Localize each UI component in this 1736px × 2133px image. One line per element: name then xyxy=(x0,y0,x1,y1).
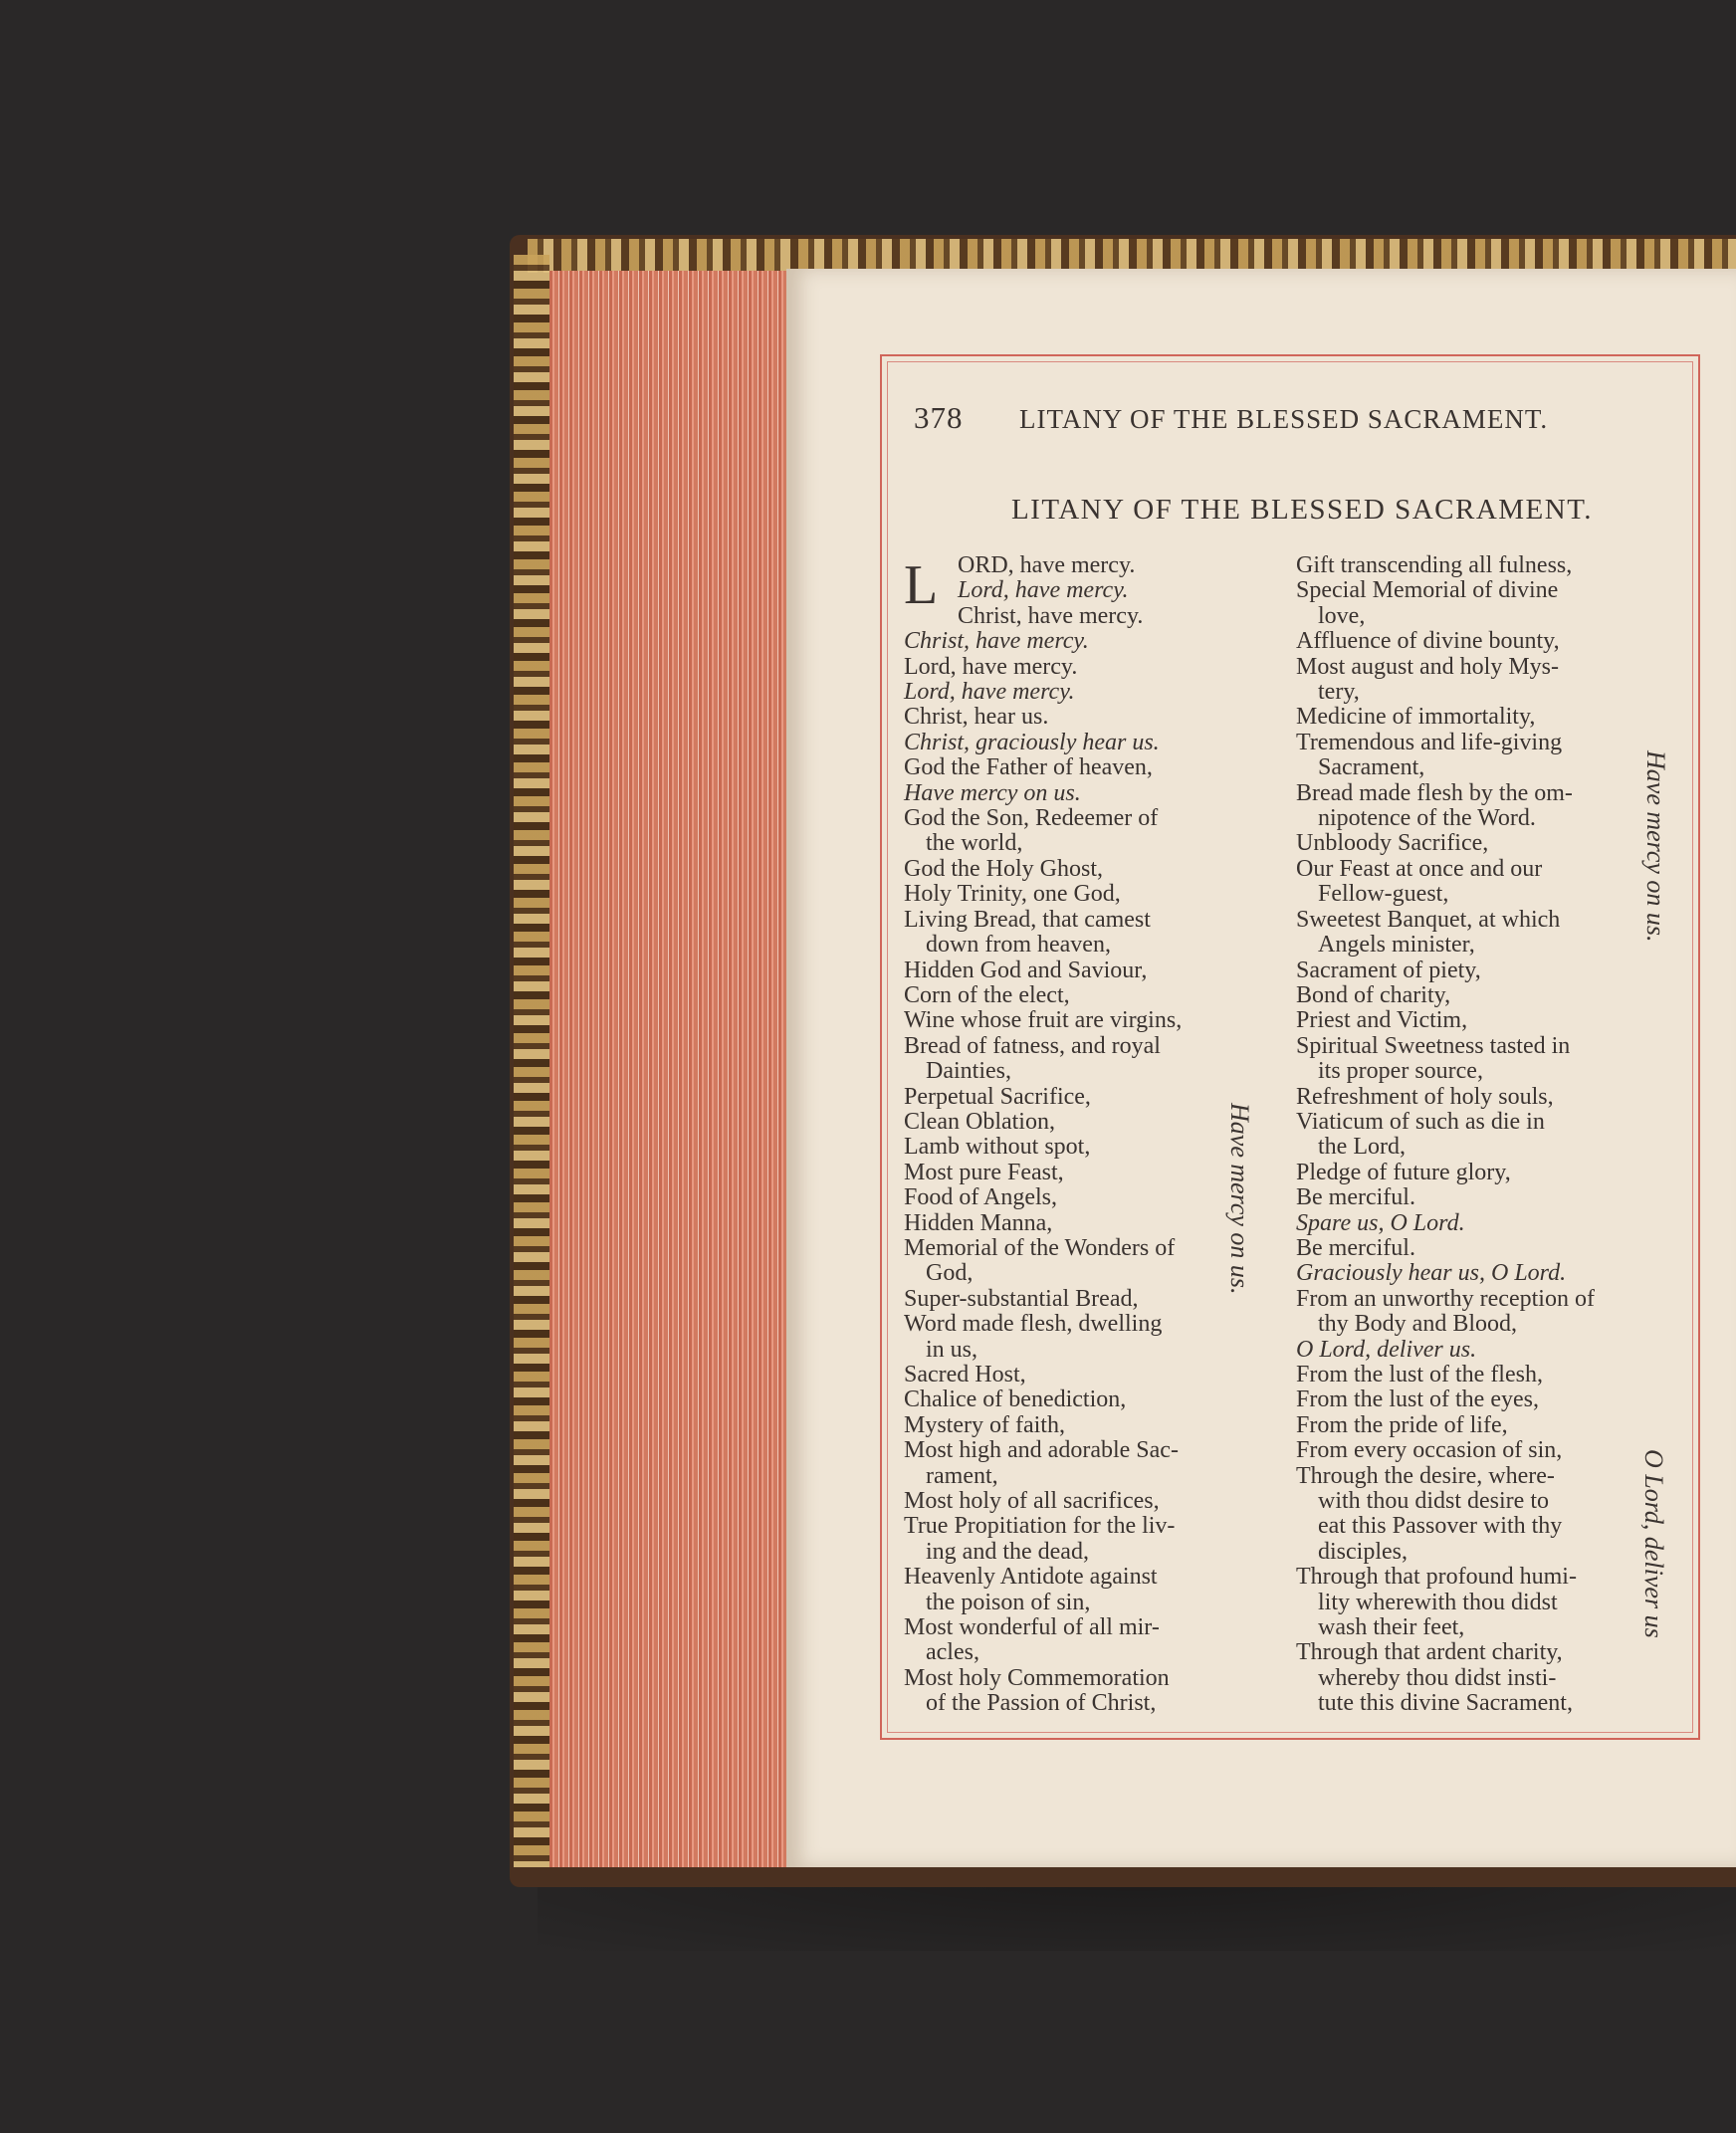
litany-line: down from heaven, xyxy=(926,932,1111,959)
litany-line: thy Body and Blood, xyxy=(1318,1311,1518,1338)
litany-line: its proper source, xyxy=(1318,1058,1483,1085)
litany-line: True Propitiation for the liv- xyxy=(904,1513,1176,1540)
litany-line: Christ, have mercy. xyxy=(904,628,1089,655)
litany-line: Food of Angels, xyxy=(904,1184,1058,1211)
litany-line: Gift transcending all fulness, xyxy=(1296,552,1573,578)
litany-line: Most holy of all sacrifices, xyxy=(904,1488,1160,1515)
litany-line: of the Passion of Christ, xyxy=(926,1690,1157,1717)
litany-line: Fellow-guest, xyxy=(1318,881,1449,908)
litany-line: Most holy Commemoration xyxy=(904,1664,1170,1691)
right-column xyxy=(1296,553,1660,1717)
litany-line: the world, xyxy=(926,830,1023,857)
litany-line: From the lust of the flesh, xyxy=(1296,1362,1543,1387)
litany-line: Be merciful. xyxy=(1296,1234,1415,1261)
litany-line: Christ, have mercy. xyxy=(958,602,1144,629)
litany-line: O Lord, deliver us. xyxy=(1296,1336,1477,1363)
litany-line: the poison of sin, xyxy=(926,1589,1091,1615)
litany-line: in us, xyxy=(926,1336,978,1363)
litany-line: Spiritual Sweetness tasted in xyxy=(1296,1032,1571,1059)
litany-line: rament, xyxy=(926,1462,998,1489)
litany-line: Dainties, xyxy=(926,1058,1011,1085)
litany-line: Most august and holy Mys- xyxy=(1296,653,1559,680)
litany-line: the Lord, xyxy=(1318,1134,1406,1161)
litany-line: Most high and adorable Sac- xyxy=(904,1437,1179,1464)
litany-line: God the Son, Redeemer of xyxy=(904,805,1159,832)
litany-line: Mystery of faith, xyxy=(904,1411,1065,1438)
litany-line: Priest and Victim, xyxy=(1296,1007,1468,1034)
litany-line: tery, xyxy=(1318,679,1360,706)
litany-line: acles, xyxy=(926,1639,979,1666)
litany-line: Tremendous and life-giving xyxy=(1296,729,1563,755)
litany-line: love, xyxy=(1318,602,1366,629)
litany-line: Through the desire, where- xyxy=(1296,1462,1555,1489)
litany-line: Clean Oblation, xyxy=(904,1108,1055,1135)
litany-line: Bread made flesh by the om- xyxy=(1296,779,1573,806)
litany-line: God the Father of heaven, xyxy=(904,754,1153,781)
litany-line: Angels minister, xyxy=(1318,932,1475,959)
response-deliver-us-right: O Lord, deliver us xyxy=(1639,1449,1668,1638)
litany-line: disciples, xyxy=(1318,1538,1408,1565)
litany-line: Bond of charity, xyxy=(1296,981,1451,1008)
litany-line: Lord, have mercy. xyxy=(904,679,1075,706)
response-have-mercy-left: Have mercy on us. xyxy=(1225,1103,1254,1295)
litany-line: Holy Trinity, one God, xyxy=(904,881,1121,908)
litany-line: Graciously hear us, O Lord. xyxy=(1296,1260,1567,1287)
litany-line: From the lust of the eyes, xyxy=(1296,1386,1539,1413)
litany-line: Medicine of immortality, xyxy=(1296,704,1536,731)
book-page xyxy=(786,269,1736,1867)
litany-line: Hidden God and Saviour, xyxy=(904,957,1148,983)
litany-line: Be merciful. xyxy=(1296,1184,1415,1211)
litany-line: Lamb without spot, xyxy=(904,1134,1091,1161)
litany-line: ing and the dead, xyxy=(926,1538,1089,1565)
book xyxy=(510,235,1736,1887)
litany-line: Unbloody Sacrifice, xyxy=(1296,830,1489,857)
litany-line: Viaticum of such as die in xyxy=(1296,1108,1545,1135)
litany-line: Wine whose fruit are virgins, xyxy=(904,1007,1183,1034)
litany-line: Hidden Manna, xyxy=(904,1209,1053,1236)
litany-line: Christ, graciously hear us. xyxy=(904,729,1160,755)
litany-line: God the Holy Ghost, xyxy=(904,855,1103,882)
litany-line: Our Feast at once and our xyxy=(1296,855,1543,882)
litany-line: Chalice of benediction, xyxy=(904,1386,1127,1413)
litany-line: ORD, have mercy. xyxy=(958,552,1136,578)
litany-line: Most pure Feast, xyxy=(904,1159,1064,1185)
running-head-title: LITANY OF THE BLESSED SACRAMENT. xyxy=(1019,404,1549,434)
litany-line: Special Memorial of divine xyxy=(1296,577,1559,604)
page-edges xyxy=(549,271,788,1867)
litany-line: Heavenly Antidote against xyxy=(904,1564,1158,1591)
litany-line: Perpetual Sacrifice, xyxy=(904,1083,1091,1110)
litany-line: Affluence of divine bounty, xyxy=(1296,628,1560,655)
litany-line: Super-substantial Bread, xyxy=(904,1285,1139,1312)
litany-line: Sacrament of piety, xyxy=(1296,957,1481,983)
drop-cap: L xyxy=(904,554,939,616)
litany-line: Corn of the elect, xyxy=(904,981,1070,1008)
litany-line: whereby thou didst insti- xyxy=(1318,1664,1557,1691)
litany-line: wash their feet, xyxy=(1318,1614,1465,1641)
litany-line: Christ, hear us. xyxy=(904,704,1049,731)
left-column xyxy=(904,553,1262,1717)
litany-line: Sacred Host, xyxy=(904,1362,1026,1387)
litany-line: Lord, have mercy. xyxy=(958,577,1129,604)
page-number: 378 xyxy=(914,400,964,435)
running-head xyxy=(914,400,1690,444)
litany-line: Lord, have mercy. xyxy=(904,653,1078,680)
litany-line: Memorial of the Wonders of xyxy=(904,1234,1176,1261)
litany-line: God, xyxy=(926,1260,974,1287)
litany-line: eat this Passover with thy xyxy=(1318,1513,1563,1540)
litany-line: Word made flesh, dwelling xyxy=(904,1311,1163,1338)
gilt-border-top xyxy=(528,239,1736,273)
litany-line: Sweetest Banquet, at which xyxy=(1296,906,1561,933)
litany-line: From the pride of life, xyxy=(1296,1411,1508,1438)
litany-line: Sacrament, xyxy=(1318,754,1425,781)
litany-line: tute this divine Sacrament, xyxy=(1318,1690,1573,1717)
gilt-border-left xyxy=(514,255,549,1867)
litany-line: Spare us, O Lord. xyxy=(1296,1209,1465,1236)
litany-line: From an unworthy reception of xyxy=(1296,1285,1595,1312)
litany-line: Through that profound humi- xyxy=(1296,1564,1577,1591)
litany-line: nipotence of the Word. xyxy=(1318,805,1536,832)
litany-line: Pledge of future glory, xyxy=(1296,1159,1511,1185)
response-have-mercy-right: Have mercy on us. xyxy=(1641,750,1670,943)
litany-line: Through that ardent charity, xyxy=(1296,1639,1563,1666)
litany-line: with thou didst desire to xyxy=(1318,1488,1549,1515)
litany-line: Most wonderful of all mir- xyxy=(904,1614,1160,1641)
litany-line: Have mercy on us. xyxy=(904,779,1081,806)
litany-line: lity wherewith thou didst xyxy=(1318,1589,1558,1615)
litany-line: Refreshment of holy souls, xyxy=(1296,1083,1554,1110)
litany-line: Bread of fatness, and royal xyxy=(904,1032,1161,1059)
litany-line: Living Bread, that camest xyxy=(904,906,1151,933)
litany-line: From every occasion of sin, xyxy=(1296,1437,1563,1464)
litany-title: LITANY OF THE BLESSED SACRAMENT. xyxy=(1010,494,1594,526)
